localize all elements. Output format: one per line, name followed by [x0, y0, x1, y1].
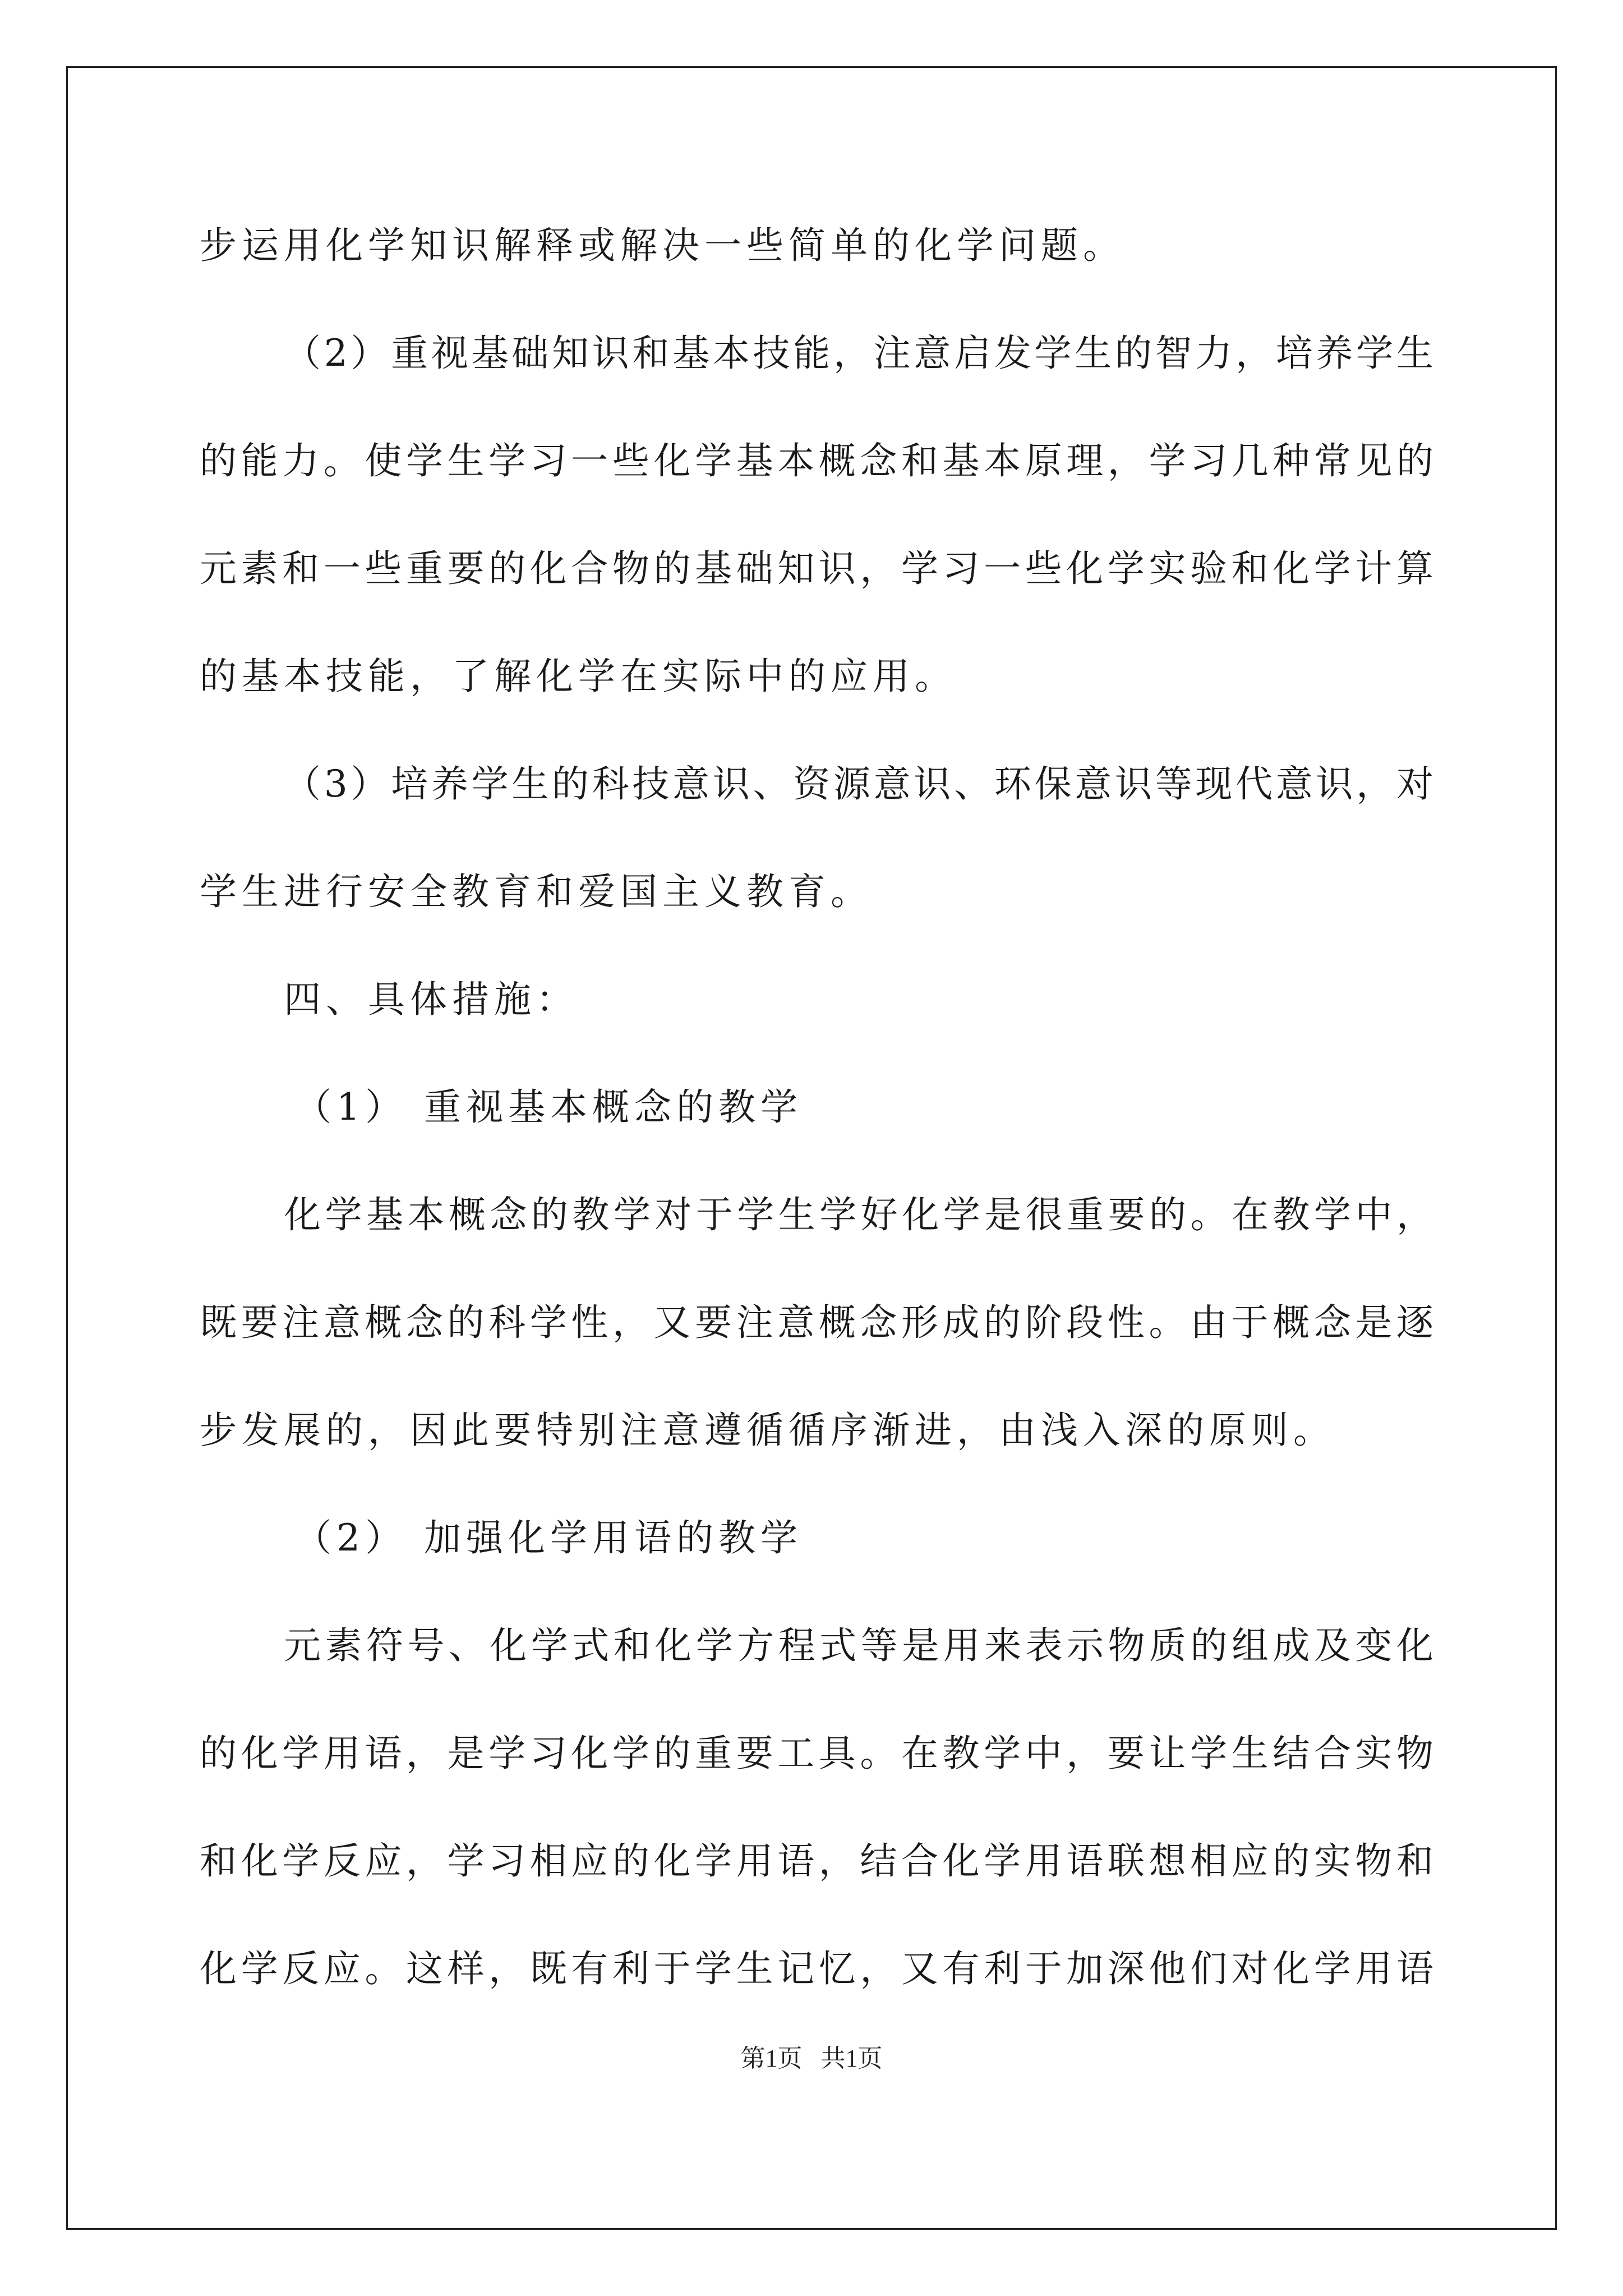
text-line: 步运用化学知识解释或解决一些简单的化学问题。: [200, 224, 1125, 267]
text-line: 元素和一些重要的化合物的基础知识，学习一些化学实验和化学计算: [200, 547, 1433, 590]
subsection-heading: （1） 重视基本概念的教学: [294, 1085, 803, 1129]
subsection-heading: （2） 加强化学用语的教学: [294, 1516, 803, 1559]
text-line: 化学反应。这样，既有利于学生记忆，又有利于加深他们对化学用语: [200, 1947, 1433, 1990]
text-line: 和化学反应，学习相应的化学用语，结合化学用语联想相应的实物和: [200, 1839, 1433, 1883]
text-line: 的能力。使学生学习一些化学基本概念和基本原理，学习几种常见的: [200, 439, 1433, 482]
page-border: [66, 66, 1557, 2230]
text-line: 元素符号、化学式和化学方程式等是用来表示物质的组成及变化: [284, 1624, 1433, 1667]
text-line: 的化学用语，是学习化学的重要工具。在教学中，要让学生结合实物: [200, 1732, 1433, 1775]
text-line: 化学基本概念的教学对于学生学好化学是很重要的。在教学中，: [284, 1193, 1433, 1236]
section-heading: 四、具体措施：: [284, 978, 578, 1021]
text-line: 步发展的，因此要特别注意遵循循序渐进，由浅入深的原则。: [200, 1409, 1335, 1452]
text-line: 的基本技能，了解化学在实际中的应用。: [200, 655, 957, 698]
text-line: （3）培养学生的科技意识、资源意识、环保意识等现代意识，对: [284, 762, 1433, 806]
text-line: 既要注意概念的科学性，又要注意概念形成的阶段性。由于概念是逐: [200, 1301, 1433, 1344]
text-line: 学生进行安全教育和爱国主义教育。: [200, 870, 873, 913]
page-footer: 第1页 共1页: [740, 2045, 883, 2072]
text-line: （2）重视基础知识和基本技能，注意启发学生的智力，培养学生: [284, 332, 1433, 375]
